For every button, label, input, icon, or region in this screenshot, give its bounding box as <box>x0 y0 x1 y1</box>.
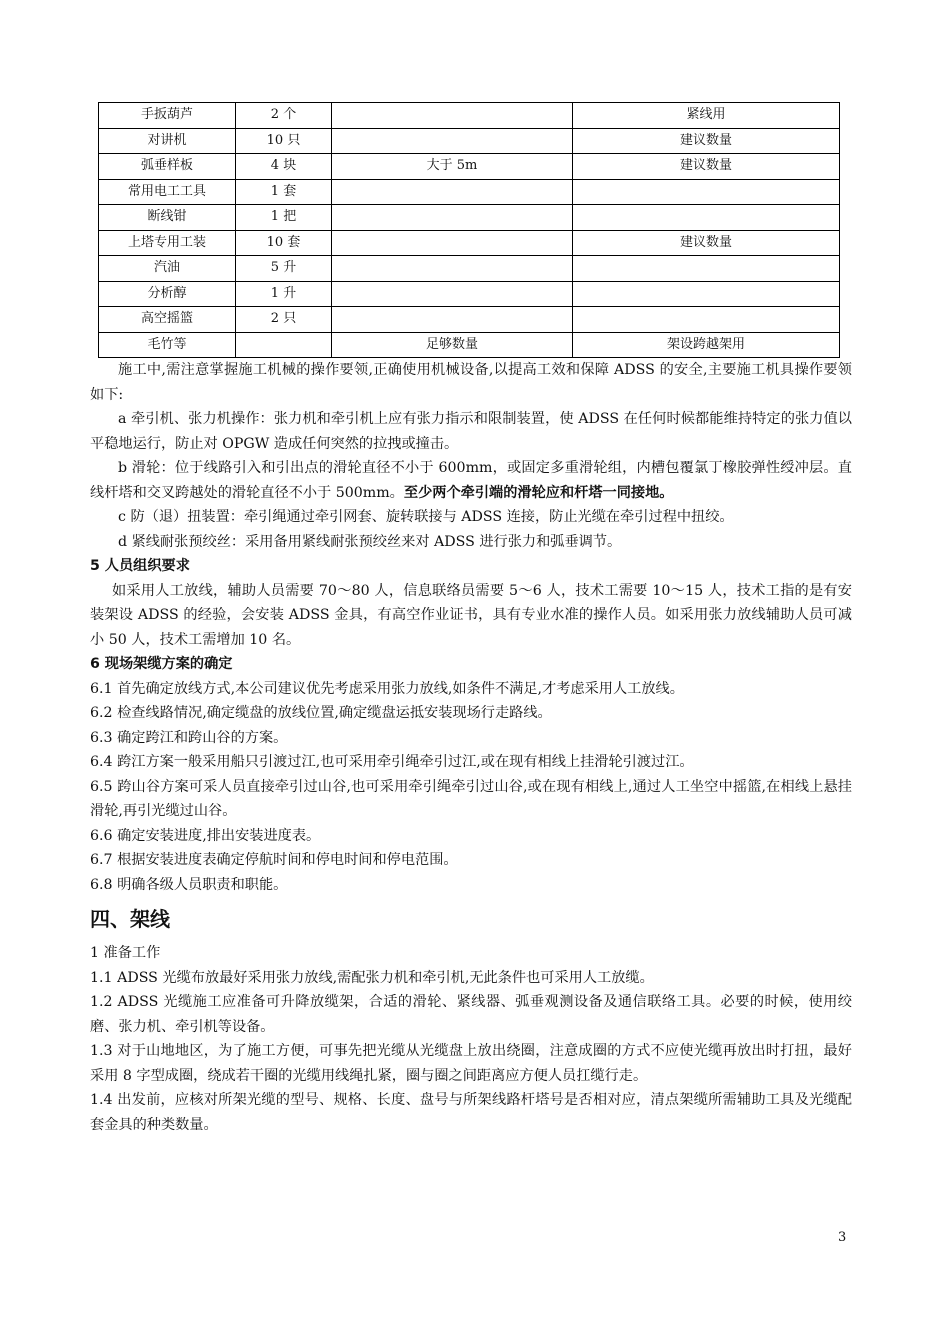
remark-cell <box>573 205 840 231</box>
item-1-heading: 1 准备工作 <box>90 945 161 961</box>
quantity-cell: 5 升 <box>236 256 332 282</box>
item-c-paragraph: c 防（退）扭装置：牵引绳通过牵引网套、旋转联接与 ADSS 连接，防止光缆在牵引过程中扭绞。 <box>118 509 734 525</box>
spec-cell: 大于 5m <box>332 154 573 180</box>
table-row <box>99 281 840 307</box>
chapter-4-heading: 四、架线 <box>90 907 170 931</box>
item-6-3: 6.3 确定跨江和跨山谷的方案。 <box>90 729 288 746</box>
item-1-2: 1.2 ADSS 光缆施工应准备可升降放缆架，合适的滑轮、紧线器、弧垂观测设备及通信联络工具。必要的时候，使用绞磨、张力机、牵引机等设备。 <box>90 994 852 1035</box>
item-name-cell: 常用电工工具 <box>99 179 236 205</box>
item-1-4: 1.4 出发前，应核对所架光缆的型号、规格、长度、盘号与所架线路杆塔号是否相对应，清点架缆所需辅助工具及光缆配套金具的种类数量。 <box>90 1092 852 1133</box>
remark-cell: 建议数量 <box>573 128 840 154</box>
quantity-cell: 1 升 <box>236 281 332 307</box>
quantity-cell: 2 个 <box>236 103 332 129</box>
item-6-2: 6.2 检查线路情况,确定缆盘的放线位置,确定缆盘运抵安装现场行走路线。 <box>90 705 552 721</box>
equipment-table <box>98 102 840 358</box>
table-row <box>99 205 840 231</box>
item-d-paragraph: d 紧线耐张预绞丝：采用备用紧线耐张预绞丝来对 ADSS 进行张力和弧垂调节。 <box>118 533 622 550</box>
item-b-text: b 滑轮：位于线路引入和引出点的滑轮直径不小于 600mm，或固定多重滑轮组，内槽包覆氯丁橡胶弹性绶冲层。直线杆塔和交叉跨越处的滑轮直径不小于 500mm。 <box>90 460 852 501</box>
item-name-cell: 断线钳 <box>99 205 236 231</box>
item-name-cell: 毛竹等 <box>99 332 236 358</box>
equipment-table-body <box>99 103 840 358</box>
section-5-paragraph: 如采用人工放线，辅助人员需要 70～80 人，信息联络员需要 5～6 人，技术工需要 10～15 人，技术工指的是有安装架设 ADSS 的经验，会安装 ADSS 金具，有高空作业证书，具有专业水准的操作人员。如采用张力放线辅助人员可减小 50 人，技术工需增加 10 名。 <box>90 582 852 648</box>
page-number: 3 <box>838 1230 847 1245</box>
quantity-cell: 1 套 <box>236 179 332 205</box>
quantity-cell: 10 只 <box>236 128 332 154</box>
item-name-cell: 汽油 <box>99 256 236 282</box>
quantity-cell <box>236 332 332 358</box>
intro-paragraph: 施工中,需注意掌握施工机械的操作要领,正确使用机械设备,以提高工效和保障 ADSS 的安全,主要施工机具操作要领如下: <box>90 362 852 403</box>
item-1-3: 1.3 对于山地地区，为了施工方便，可事先把光缆从光缆盘上放出绕圈，注意成圈的方式不应使光缆再放出时打扭，最好采用 8 字型成圈，绕成若干圈的光缆用线绳扎紧，圈与圈之间距离应方便人员扛缆行走。 <box>90 1043 852 1084</box>
item-name-cell: 高空摇篮 <box>99 307 236 333</box>
remark-cell <box>573 179 840 205</box>
quantity-cell: 10 套 <box>236 230 332 256</box>
item-6-8: 6.8 明确各级人员职责和职能。 <box>90 876 288 893</box>
spec-cell <box>332 307 573 333</box>
spec-cell <box>332 205 573 231</box>
item-6-6: 6.6 确定安装进度,排出安装进度表。 <box>90 827 321 844</box>
table-row <box>99 154 840 180</box>
item-name-cell: 弧垂样板 <box>99 154 236 180</box>
item-b-bold-text: 至少两个牵引端的滑轮应和杆塔一同接地。 <box>403 484 674 501</box>
remark-cell: 建议数量 <box>573 154 840 180</box>
table-row <box>99 332 840 358</box>
spec-cell <box>332 179 573 205</box>
item-name-cell: 分析醇 <box>99 281 236 307</box>
spec-cell <box>332 230 573 256</box>
quantity-cell: 2 只 <box>236 307 332 333</box>
spec-cell <box>332 103 573 129</box>
remark-cell: 建议数量 <box>573 230 840 256</box>
item-6-4: 6.4 跨江方案一般采用船只引渡过江,也可采用牵引绳牵引过江,或在现有相线上挂滑轮引渡过江。 <box>90 754 694 770</box>
item-6-1: 6.1 首先确定放线方式,本公司建议优先考虑采用张力放线,如条件不满足,才考虑采用人工放线。 <box>90 680 684 697</box>
quantity-cell: 1 把 <box>236 205 332 231</box>
item-1-1: 1.1 ADSS 光缆布放最好采用张力放线,需配张力机和牵引机,无此条件也可采用人工放缆。 <box>90 969 654 986</box>
section-6-heading: 6 现场架缆方案的确定 <box>90 656 233 672</box>
item-name-cell: 对讲机 <box>99 128 236 154</box>
table-row <box>99 128 840 154</box>
item-b-paragraph <box>90 456 852 505</box>
spec-cell: 足够数量 <box>332 332 573 358</box>
remark-cell <box>573 281 840 307</box>
item-6-5: 6.5 跨山谷方案可采人员直接牵引过山谷,也可采用牵引绳牵引过山谷,或在现有相线上,通过人工坐空中摇篮,在相线上悬挂滑轮,再引光缆过山谷。 <box>90 778 852 819</box>
remark-cell: 架设跨越架用 <box>573 332 840 358</box>
spec-cell <box>332 281 573 307</box>
table-row <box>99 230 840 256</box>
quantity-cell: 4 块 <box>236 154 332 180</box>
spec-cell <box>332 256 573 282</box>
section-5-heading: 5 人员组织要求 <box>90 558 190 574</box>
item-name-cell: 手扳葫芦 <box>99 103 236 129</box>
table-row <box>99 307 840 333</box>
table-row <box>99 179 840 205</box>
item-name-cell: 上塔专用工装 <box>99 230 236 256</box>
remark-cell: 紧线用 <box>573 103 840 129</box>
table-row <box>99 103 840 129</box>
spec-cell <box>332 128 573 154</box>
item-a-paragraph: a 牵引机、张力机操作：张力机和牵引机上应有张力指示和限制装置，使 ADSS 在任何时候都能维持特定的张力值以平稳地运行，防止对 OPGW 造成任何突然的拉拽或撞击。 <box>90 411 852 452</box>
remark-cell <box>573 256 840 282</box>
document-body <box>90 358 852 1137</box>
item-6-7: 6.7 根据安装进度表确定停航时间和停电时间和停电范围。 <box>90 852 458 868</box>
table-row <box>99 256 840 282</box>
remark-cell <box>573 307 840 333</box>
